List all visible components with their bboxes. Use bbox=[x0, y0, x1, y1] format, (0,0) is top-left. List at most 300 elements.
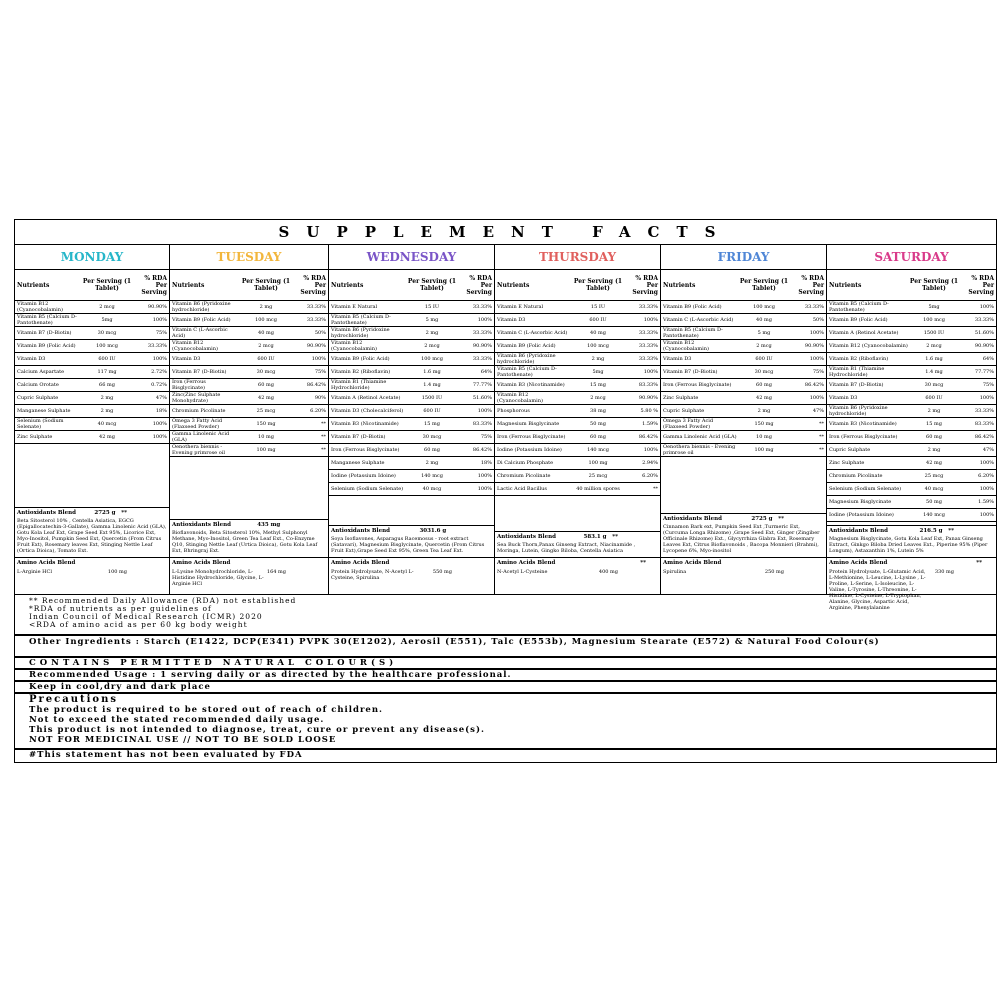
header-rda: % RDA Per Serving bbox=[141, 274, 167, 296]
label-title: SUPPLEMENT FACTS bbox=[14, 219, 997, 245]
nutrient-row bbox=[661, 353, 826, 366]
note-line: *RDA of nutrients as per guidelines of bbox=[29, 604, 212, 613]
nutrient-amount: 1500 IU bbox=[421, 395, 443, 401]
nutrient-amount: 42 mg bbox=[258, 395, 274, 401]
nutrient-amount: 2 mcg bbox=[590, 395, 606, 401]
nutrient-row bbox=[661, 431, 826, 444]
nutrient-amount: 30 mcg bbox=[256, 369, 276, 375]
nutrient-row bbox=[495, 314, 660, 327]
nutrient-row bbox=[661, 405, 826, 418]
nutrient-name: Gamma Linolenic Acid (GLA) bbox=[663, 434, 737, 440]
nutrient-name: Cupric Sulphate bbox=[663, 408, 705, 414]
amino-ingredients: Spirulina bbox=[663, 569, 687, 575]
nutrient-name: Iodine (Potassium Idoine) bbox=[497, 447, 562, 453]
nutrient-rda: 100% bbox=[477, 408, 492, 414]
amino-amount: 400 mg bbox=[598, 569, 618, 575]
nutrient-rda: 33.33% bbox=[638, 343, 658, 349]
header-per-serving: Per Serving (1 Tablet) bbox=[82, 278, 132, 292]
nutrient-name: Chromium Picolinate bbox=[829, 473, 883, 479]
nutrient-rda: 0.72% bbox=[151, 382, 167, 388]
nutrient-row bbox=[661, 366, 826, 379]
day-name: MONDAY bbox=[15, 245, 169, 270]
nutrient-row bbox=[495, 392, 660, 405]
nutrient-name: Vitamin C (L-Ascorbic Acid) bbox=[172, 327, 228, 339]
nutrient-row bbox=[495, 340, 660, 353]
header-per-serving: Per Serving (1 Tablet) bbox=[909, 278, 959, 292]
nutrient-name: Vitamin B5 (Calcium D-Pantothenate) bbox=[829, 301, 889, 313]
nutrient-row bbox=[15, 353, 169, 366]
nutrient-name: Vitamin B1 (Thiamine Hydrochloride) bbox=[331, 379, 387, 391]
blend-label: Antioxidants Blend bbox=[331, 528, 390, 534]
nutrient-name: Vitamin B9 (Folic Acid) bbox=[497, 343, 556, 349]
nutrient-name: Chromium Picolinate bbox=[172, 408, 226, 414]
antioxidants-blend bbox=[170, 520, 328, 558]
nutrient-name: Vitamin B7 (D-Biotin) bbox=[17, 330, 72, 336]
nutrient-name: Vitamin A (Retinol Acetate) bbox=[829, 330, 899, 336]
nutrient-name: Vitamin B7 (D-Biotin) bbox=[331, 434, 386, 440]
nutrient-name: Vitamin B2 (Riboflavin) bbox=[331, 369, 391, 375]
nutrient-amount: 40 mg bbox=[258, 330, 274, 336]
nutrient-rda: 51.60% bbox=[974, 330, 994, 336]
nutrient-row bbox=[170, 340, 328, 353]
nutrient-amount: 600 IU bbox=[98, 356, 116, 362]
nutrient-row bbox=[329, 431, 494, 444]
nutrient-rda: 33.33% bbox=[974, 317, 994, 323]
nutrient-name: Vitamin B12 (Cyanocobalamin) bbox=[331, 340, 377, 352]
nutrient-amount: 5mg bbox=[928, 304, 940, 310]
amino-acids-blend bbox=[827, 558, 996, 611]
nutrient-rda: 75% bbox=[480, 434, 492, 440]
nutrient-amount: 25 mcg bbox=[924, 473, 944, 479]
precaution-line: Not to exceed the stated recommended daily usage. bbox=[29, 715, 325, 725]
header-per-serving: Per Serving (1 Tablet) bbox=[739, 278, 789, 292]
nutrient-name: Iodine (Potassium Idoine) bbox=[331, 473, 396, 479]
nutrient-name: Iron (Ferrous Bisglycinate) bbox=[331, 447, 400, 453]
blend-amount: 2725 g ** bbox=[94, 510, 127, 516]
nutrient-row bbox=[827, 483, 996, 496]
amino-ingredients: L-Lysine Monohydrochloride, L-Histidine Hydrochloride, Glycine, L-Arginie HCl bbox=[172, 569, 264, 587]
nutrient-name: Iron (Ferrous Bisglycinate) bbox=[172, 379, 206, 391]
nutrient-row bbox=[495, 327, 660, 340]
nutrient-rda: 6.20% bbox=[642, 473, 658, 479]
nutrient-name: Vitamin B7 (D-Biotin) bbox=[663, 369, 718, 375]
nutrient-amount: 150 mg bbox=[256, 421, 276, 427]
nutrient-amount: 100 mcg bbox=[753, 304, 775, 310]
blend-amount: 583.1 g ** bbox=[583, 534, 618, 540]
column-header bbox=[170, 270, 328, 301]
colours-statement: CONTAINS PERMITTED NATURAL COLOUR(S) bbox=[14, 657, 997, 669]
nutrient-rda: 100% bbox=[979, 395, 994, 401]
nutrient-amount: 2 mcg bbox=[926, 343, 942, 349]
nutrient-row bbox=[329, 327, 494, 340]
nutrient-name: Vitamin B9 (Folic Acid) bbox=[829, 317, 888, 323]
nutrient-name: Vitamin B6 (Pyridoxine hydrochloride) bbox=[829, 405, 888, 417]
day-name: FRIDAY bbox=[661, 245, 826, 270]
amino-label: Amino Acids Blend bbox=[331, 560, 390, 566]
nutrient-rda: 6.20% bbox=[310, 408, 326, 414]
header-per-serving: Per Serving (1 Tablet) bbox=[407, 278, 457, 292]
recommended-usage: Recommended Usage : 1 serving daily or as directed by the healthcare professional. bbox=[14, 669, 997, 681]
spacer bbox=[170, 457, 328, 520]
nutrient-amount: 5 mg bbox=[425, 317, 439, 323]
nutrient-rda: 100% bbox=[979, 486, 994, 492]
amino-label: Amino Acids Blend bbox=[829, 560, 888, 566]
nutrient-amount: 40 mcg bbox=[97, 421, 117, 427]
antioxidants-blend bbox=[661, 514, 826, 558]
nutrient-row bbox=[827, 366, 996, 379]
nutrient-row bbox=[827, 431, 996, 444]
nutrient-row bbox=[170, 418, 328, 431]
nutrient-row bbox=[15, 314, 169, 327]
nutrient-rda: 50% bbox=[314, 330, 326, 336]
nutrient-row bbox=[15, 392, 169, 405]
nutrient-amount: 2 mg bbox=[757, 408, 771, 414]
header-nutrients: Nutrients bbox=[497, 281, 530, 289]
nutrient-amount: 100 mg bbox=[754, 447, 774, 453]
header-nutrients: Nutrients bbox=[172, 281, 205, 289]
nutrient-rda: 100% bbox=[311, 356, 326, 362]
nutrient-rda: 100% bbox=[152, 356, 167, 362]
nutrient-name: Manganese Sulphate bbox=[331, 460, 385, 466]
precaution-line: This product is not intended to diagnose, treat, cure or prevent any disease(s). bbox=[29, 725, 485, 735]
nutrient-name: Vitamin B7 (D-Biotin) bbox=[829, 382, 884, 388]
header-per-serving: Per Serving (1 Tablet) bbox=[573, 278, 623, 292]
nutrient-amount: 100 mcg bbox=[587, 343, 609, 349]
nutrient-name: Vitamin B9 (Folic Acid) bbox=[663, 304, 722, 310]
nutrient-name: Oenothera biennis - Evening primrose oil bbox=[172, 444, 225, 456]
amino-label: Amino Acids Blend bbox=[17, 560, 76, 566]
nutrient-name: Vitamin B7 (D-Biotin) bbox=[172, 369, 227, 375]
nutrient-amount: 2 mg bbox=[100, 395, 114, 401]
antioxidants-blend bbox=[329, 526, 494, 558]
nutrient-name: Zinc(Zinc Sulphate Monohydrate) bbox=[172, 392, 221, 404]
nutrient-amount: 50 mg bbox=[590, 421, 606, 427]
nutrient-row bbox=[827, 379, 996, 392]
nutrient-name: Vitamin D3 (Cholecalciferol) bbox=[331, 408, 404, 414]
nutrient-amount: 38 mg bbox=[590, 408, 606, 414]
column-header bbox=[329, 270, 494, 301]
nutrient-amount: 42 mg bbox=[756, 395, 772, 401]
nutrient-name: Vitamin B9 (Folic Acid) bbox=[172, 317, 231, 323]
note-line: <RDA of amino acid as per 60 kg body weight bbox=[29, 620, 248, 629]
nutrient-name: Vitamin B12 (Cyanocobalamin) bbox=[663, 340, 709, 352]
nutrient-name: Vitamin C (L-Ascorbic Acid) bbox=[663, 317, 734, 323]
blend-ingredients: Cinnamon Bark ext, Pumpkin Seed Ext ,Turmeric Ext, (Curcuma Longa Rhizome) ,Grape Seed Ext, Ginger (Zingiber Officinale Rhizome) Ext., Glycyrrhiza Glabra Ext, Rosemary Leaves Ext, Citrus Bioflavonoids , Bacopa Monnieri (Brahmi), Lycopene 6%, Myo-inositol bbox=[663, 524, 820, 554]
nutrient-row bbox=[661, 418, 826, 431]
nutrient-rda: 90% bbox=[314, 395, 326, 401]
nutrient-row bbox=[495, 418, 660, 431]
nutrient-name: Lactic Acid Bacillus bbox=[497, 486, 547, 492]
nutrient-name: Vitamin E Natural bbox=[331, 304, 378, 310]
nutrient-name: Magnesium Bisglycinate bbox=[829, 499, 892, 505]
nutrient-rda: 64% bbox=[982, 356, 994, 362]
blend-ingredients: Sea Buck Thorn,Panax Ginseng Extract, Niacinamide , Moringa, Lutein, Gingko Biloba, Centella Asiatica bbox=[497, 542, 636, 554]
nutrient-amount: 1.4 mg bbox=[423, 382, 441, 388]
blend-ingredients: Beta Sitosterol 10% , Centella Asiatica, EGCG (Epigallocatechin-3-Gallate), Gamma Linolenic Acid (GLA), Gotu Kola Leaf Ext, Grape Seed Ext 95%, Licorice Ext, Myo-Inositol, Pumpkin Seed Ext, Quercetin (From Citrus Fruit Ext), Rosemary leaves Ext, Stinging Nettle Leaf (Ortica Dioica), Tomato Ext. bbox=[17, 518, 167, 554]
nutrient-name: Vitamin B9 (Folic Acid) bbox=[17, 343, 76, 349]
nutrient-amount: 66 mg bbox=[99, 382, 115, 388]
note-line: Indian Council of Medical Research (ICMR) 2020 bbox=[29, 612, 263, 621]
nutrient-amount: 1500 IU bbox=[923, 330, 945, 336]
nutrient-rda: 75% bbox=[982, 382, 994, 388]
nutrient-row bbox=[15, 366, 169, 379]
nutrient-rda: 2.94% bbox=[642, 460, 658, 466]
day-name: WEDNESDAY bbox=[329, 245, 494, 270]
nutrient-amount: 2 mg bbox=[591, 356, 605, 362]
supplement-facts-label bbox=[14, 219, 997, 772]
nutrient-name: Phosphorous bbox=[497, 408, 530, 414]
blend-label: Antioxidants Blend bbox=[829, 528, 888, 534]
spacer bbox=[15, 444, 169, 508]
nutrient-name: Omega 3 Fatty Acid (Flaxseed Powder) bbox=[172, 418, 223, 430]
nutrient-row bbox=[329, 353, 494, 366]
nutrient-amount: 30 mcg bbox=[754, 369, 774, 375]
nutrient-name: Iodine (Potassium Idoine) bbox=[829, 512, 894, 518]
nutrient-row bbox=[15, 405, 169, 418]
nutrient-rda: 64% bbox=[480, 369, 492, 375]
nutrient-name: Gamma Linolenic Acid (GLA) bbox=[172, 431, 230, 443]
nutrient-row bbox=[329, 379, 494, 392]
nutrient-row bbox=[827, 314, 996, 327]
nutrient-name: Vitamin B6 (Pyridoxine hydrochloride) bbox=[172, 301, 231, 313]
header-per-serving: Per Serving (1 Tablet) bbox=[241, 278, 291, 292]
nutrient-amount: 1.6 mg bbox=[925, 356, 943, 362]
nutrient-amount: 100 mcg bbox=[96, 343, 118, 349]
nutrient-amount: 2 mg bbox=[425, 330, 439, 336]
nutrient-rda: 86.42% bbox=[472, 447, 492, 453]
amino-ingredients: Protein Hydrolysate, L-Glutamic Acid, L-Methionine, L-Leucine, L-Lysine , L-Proline, L-Serine, L-Isoleucine, L-Valine, L-Tyrosine, L-Threonine, L-Histidine, L-Cysteine, L-Tryptophan, Alanine, Glycine, Aspartic Acid, Arginine, Phenylalanine bbox=[829, 569, 926, 611]
nutrient-row bbox=[170, 405, 328, 418]
nutrient-rda: 83.33% bbox=[472, 421, 492, 427]
nutrient-rda: ** bbox=[653, 486, 658, 492]
nutrient-amount: 140 mcg bbox=[587, 447, 609, 453]
nutrient-name: Iron (Ferrous Bisglycinate) bbox=[663, 382, 732, 388]
nutrient-row bbox=[170, 444, 328, 457]
nutrient-rda: 86.42% bbox=[974, 434, 994, 440]
amino-acids-blend bbox=[15, 558, 169, 594]
nutrient-row bbox=[661, 444, 826, 457]
nutrient-amount: 42 mg bbox=[99, 434, 115, 440]
day-name: SATURDAY bbox=[827, 245, 996, 270]
nutrient-rda: 47% bbox=[155, 395, 167, 401]
nutrient-rda: 100% bbox=[979, 512, 994, 518]
nutrient-amount: 140 mcg bbox=[923, 512, 945, 518]
day-column-monday bbox=[14, 245, 169, 595]
nutrient-amount: 60 mg bbox=[424, 447, 440, 453]
nutrient-row bbox=[827, 444, 996, 457]
other-ingredients: Other Ingredients : Starch (E1422, DCP(E341) PVPK 30(E1202), Aerosil (E551), Talc (E553b), Magnesium Stearate (E572) & Natural Food Colour(s) bbox=[14, 635, 997, 657]
nutrient-amount: 10 mg bbox=[756, 434, 772, 440]
day-column-tuesday bbox=[169, 245, 328, 595]
amino-amount: 164 mg bbox=[266, 569, 286, 575]
nutrient-row bbox=[15, 327, 169, 340]
nutrient-rda: 1.59% bbox=[978, 499, 994, 505]
nutrient-amount: 40 mcg bbox=[924, 486, 944, 492]
nutrient-name: Magnesium Bisglycinate bbox=[497, 421, 560, 427]
nutrient-rda: 77.77% bbox=[974, 369, 994, 375]
nutrient-rda: 33.33% bbox=[638, 330, 658, 336]
nutrient-row bbox=[329, 444, 494, 457]
nutrient-name: Vitamin B5 (Calcium D-Pantothenate) bbox=[663, 327, 723, 339]
nutrient-row bbox=[827, 327, 996, 340]
nutrient-row bbox=[15, 431, 169, 444]
nutrient-row bbox=[495, 353, 660, 366]
nutrient-amount: 30 mcg bbox=[924, 382, 944, 388]
nutrient-amount: 25 mcg bbox=[588, 473, 608, 479]
amino-label: Amino Acids Blend bbox=[497, 560, 556, 566]
nutrient-amount: 2 mg bbox=[100, 408, 114, 414]
nutrient-rda: ** bbox=[819, 434, 824, 440]
nutrient-amount: 30 mcg bbox=[422, 434, 442, 440]
nutrient-row bbox=[329, 301, 494, 314]
nutrient-row bbox=[827, 496, 996, 509]
nutrient-name: Manganese Sulphate bbox=[17, 408, 71, 414]
nutrient-rda: 75% bbox=[812, 369, 824, 375]
nutrient-name: Vitamin D3 bbox=[829, 395, 858, 401]
blend-label: Antioxidants Blend bbox=[497, 534, 556, 540]
nutrient-name: Calcium Orotate bbox=[17, 382, 59, 388]
nutrient-row bbox=[170, 314, 328, 327]
nutrient-row bbox=[329, 418, 494, 431]
header-nutrients: Nutrients bbox=[663, 281, 696, 289]
amino-amount: 550 mg bbox=[432, 569, 452, 575]
nutrient-row bbox=[827, 405, 996, 418]
nutrient-name: Vitamin B5 (Calcium D-Pantothenate) bbox=[497, 366, 557, 378]
nutrient-rda: 5.80 % bbox=[640, 408, 658, 414]
nutrient-rda: 77.77% bbox=[472, 382, 492, 388]
nutrient-amount: 15 IU bbox=[590, 304, 606, 310]
blend-amount: 3031.6 g bbox=[419, 528, 447, 534]
nutrient-row bbox=[827, 418, 996, 431]
nutrient-rda: 1.59% bbox=[642, 421, 658, 427]
nutrient-rda: 33.33% bbox=[472, 356, 492, 362]
nutrient-amount: 40 million spores bbox=[576, 486, 620, 492]
nutrient-row bbox=[170, 392, 328, 405]
nutrient-rda: 90.90% bbox=[306, 343, 326, 349]
nutrient-name: Calcium Aspartate bbox=[17, 369, 65, 375]
blend-ingredients: Bioflavonoids, Beta Sitosterol 10%, Methyl Sulphonyl Methane, Myo-Inositol, Green Tea Leaf Ext., Co-Enzyme Q10, Stinging Nettle Leaf (Urtica Dioica), Gotu Kola Leaf Ext, Bhringraj Ext. bbox=[172, 530, 318, 554]
nutrient-rda: 86.42% bbox=[638, 434, 658, 440]
nutrient-name: Vitamin B2 (Riboflavin) bbox=[829, 356, 889, 362]
nutrient-rda: 50% bbox=[812, 317, 824, 323]
nutrient-name: Vitamin B5 (Calcium D-Pantothenate) bbox=[17, 314, 77, 326]
nutrient-row bbox=[661, 392, 826, 405]
precaution-line: The product is required to be stored out of reach of children. bbox=[29, 705, 383, 715]
header-nutrients: Nutrients bbox=[17, 281, 50, 289]
nutrient-rda: 33.33% bbox=[472, 304, 492, 310]
nutrient-name: Vitamin B3 (Nicotinamide) bbox=[497, 382, 565, 388]
nutrient-row bbox=[495, 444, 660, 457]
spacer bbox=[495, 496, 660, 532]
nutrient-name: Selenium (Sodium Selenate) bbox=[829, 486, 902, 492]
column-header bbox=[661, 270, 826, 301]
nutrient-row bbox=[329, 457, 494, 470]
nutrient-amount: 2 mg bbox=[927, 447, 941, 453]
nutrient-amount: 2 mcg bbox=[99, 304, 115, 310]
nutrient-rda: 100% bbox=[979, 304, 994, 310]
nutrient-row bbox=[827, 392, 996, 405]
amino-label: Amino Acids Blend bbox=[172, 560, 231, 566]
nutrient-amount: 2 mcg bbox=[258, 343, 274, 349]
amino-acids-blend bbox=[661, 558, 826, 594]
nutrient-name: Vitamin B6 (Pyridoxine hydrochloride) bbox=[331, 327, 390, 339]
nutrient-amount: 600 IU bbox=[925, 395, 943, 401]
nutrient-row bbox=[170, 379, 328, 392]
amino-rda: ** bbox=[640, 560, 646, 566]
nutrient-rda: ** bbox=[819, 447, 824, 453]
nutrient-row bbox=[661, 379, 826, 392]
nutrient-rda: 90.90% bbox=[974, 343, 994, 349]
nutrient-amount: 150 mg bbox=[754, 421, 774, 427]
nutrient-row bbox=[329, 405, 494, 418]
header-rda: % RDA Per Serving bbox=[798, 274, 824, 296]
nutrient-name: Cupric Sulphate bbox=[17, 395, 59, 401]
antioxidants-blend bbox=[495, 532, 660, 558]
nutrient-name: Oenothera biennis - Evening primrose oil bbox=[663, 444, 736, 456]
nutrient-rda: 83.33% bbox=[638, 382, 658, 388]
header-rda: % RDA Per Serving bbox=[466, 274, 492, 296]
amino-amount: 250 mg bbox=[764, 569, 784, 575]
nutrient-row bbox=[170, 353, 328, 366]
column-header bbox=[495, 270, 660, 301]
nutrient-name: Vitamin B3 (Nicotinamide) bbox=[829, 421, 897, 427]
nutrient-row bbox=[495, 405, 660, 418]
nutrient-rda: 90.90% bbox=[472, 343, 492, 349]
amino-amount: 100 mg bbox=[107, 569, 127, 575]
column-header bbox=[15, 270, 169, 301]
nutrient-name: Vitamin A (Retinol Acetate) bbox=[331, 395, 401, 401]
nutrient-row bbox=[827, 470, 996, 483]
precautions-block bbox=[14, 693, 997, 749]
nutrient-rda: 33.33% bbox=[638, 356, 658, 362]
antioxidants-blend bbox=[827, 526, 996, 558]
nutrient-amount: 60 mg bbox=[926, 434, 942, 440]
nutrient-rda: 100% bbox=[152, 421, 167, 427]
nutrient-rda: ** bbox=[321, 434, 326, 440]
nutrient-row bbox=[495, 470, 660, 483]
nutrient-row bbox=[495, 366, 660, 379]
nutrient-amount: 2 mcg bbox=[424, 343, 440, 349]
nutrient-amount: 100 mcg bbox=[255, 317, 277, 323]
nutrient-amount: 100 mcg bbox=[421, 356, 443, 362]
nutrient-rda: 100% bbox=[979, 460, 994, 466]
nutrient-row bbox=[827, 457, 996, 470]
nutrient-name: Vitamin B3 (Nicotinamide) bbox=[331, 421, 399, 427]
amino-rda: ** bbox=[976, 560, 982, 566]
nutrient-rda: 90.90% bbox=[638, 395, 658, 401]
nutrient-row bbox=[329, 392, 494, 405]
nutrient-amount: 100 mg bbox=[588, 460, 608, 466]
nutrient-rda: 86.42% bbox=[306, 382, 326, 388]
nutrient-row bbox=[495, 379, 660, 392]
nutrient-row bbox=[15, 379, 169, 392]
nutrient-amount: 60 mg bbox=[258, 382, 274, 388]
nutrient-amount: 600 IU bbox=[423, 408, 441, 414]
blend-amount: 435 mg bbox=[257, 522, 281, 528]
nutrient-amount: 600 IU bbox=[589, 317, 607, 323]
blend-ingredients: Soya Isoflavones, Asparagus Racemosus - root extract (Satavari), Magnesium Bisglycinate, Quercetin (From Citrus Fruit Ext),Grape Seed Ext 95%, Green Tea Leaf Ext. bbox=[331, 536, 485, 554]
nutrient-row bbox=[170, 431, 328, 444]
nutrient-amount: 15 mg bbox=[424, 421, 440, 427]
nutrient-name: Omega 3 Fatty Acid (Flaxseed Powder) bbox=[663, 418, 714, 430]
nutrient-amount: 140 mcg bbox=[421, 473, 443, 479]
nutrient-row bbox=[495, 457, 660, 470]
day-name: TUESDAY bbox=[170, 245, 328, 270]
header-rda: % RDA Per Serving bbox=[968, 274, 994, 296]
nutrient-name: Zinc Sulphate bbox=[829, 460, 865, 466]
nutrient-rda: 86.42% bbox=[804, 382, 824, 388]
nutrient-name: Vitamin B1 (Thiamine Hydrochloride) bbox=[829, 366, 885, 378]
